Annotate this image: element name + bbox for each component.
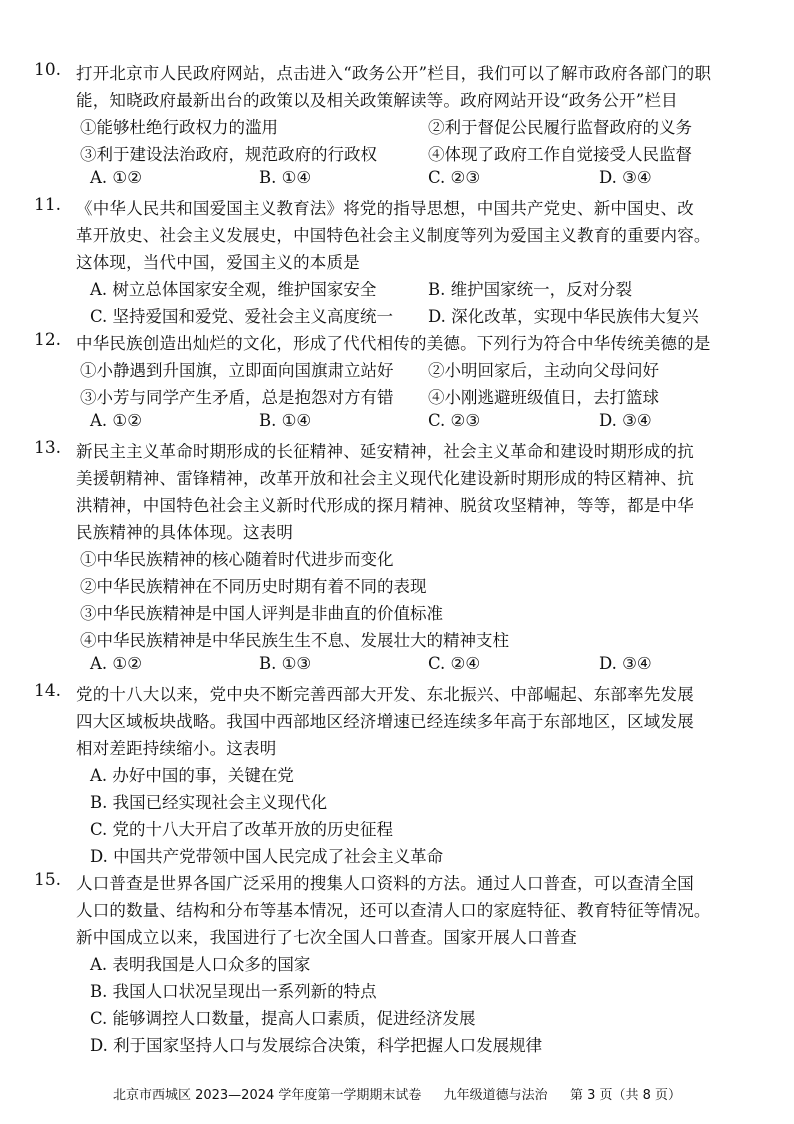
answer-option: B. 我国人口状况呈现出一系列新的特点 (90, 982, 377, 1001)
answer-option: C. ②④ (428, 654, 481, 673)
answer-option: D. 中国共产党带领中国人民完成了社会主义革命 (90, 847, 444, 866)
statement-item: ④小刚逃避班级值日，去打篮球 (428, 388, 659, 407)
answer-option: D. 利于国家坚持人口与发展综合决策，科学把握人口发展规律 (90, 1036, 543, 1055)
answer-option: D. 深化改革，实现中华民族伟大复兴 (428, 307, 699, 326)
question-number: 10. (34, 60, 62, 80)
answer-option: D. ③④ (599, 654, 652, 673)
statement-item: ③中华民族精神是中国人评判是非曲直的价值标准 (80, 604, 443, 623)
statement-item: ②中华民族精神在不同历史时期有着不同的表现 (80, 577, 427, 596)
stem-line: 民族精神的具体体现。这表明 (76, 523, 294, 542)
stem-line: 这体现，当代中国，爱国主义的本质是 (76, 253, 360, 272)
stem-line: 《中华人民共和国爱国主义教育法》将党的指导思想，中国共产党史、新中国史、改 (76, 199, 694, 218)
stem-line: 美援朝精神、雷锋精神，改革开放和社会主义现代化建设新时期形成的特区精神、抗 (76, 469, 694, 488)
question-number: 11. (34, 195, 62, 215)
answer-option: C. ②③ (428, 168, 481, 187)
statement-item: ①中华民族精神的核心随着时代进步而变化 (80, 550, 394, 569)
exam-title: 北京市西城区 2023—2024 学年度第一学期期末试卷 (112, 1088, 422, 1103)
answer-option: B. 我国已经实现社会主义现代化 (90, 793, 328, 812)
stem-line: 相对差距持续缩小。这表明 (76, 739, 277, 758)
stem-line: 新中国成立以来，我国进行了七次全国人口普查。国家开展人口普查 (76, 928, 577, 947)
answer-option: A. ①② (90, 654, 142, 673)
stem-line: 人口的数量、结构和分布等基本情况，还可以查清人口的家庭特征、教育特征等情况。 (76, 901, 711, 920)
stem-line: 打开北京市人民政府网站，点击进入“政务公开”栏目，我们可以了解市政府各部门的职 (76, 64, 712, 83)
answer-option: B. ①④ (259, 168, 312, 187)
question-number: 12. (34, 330, 62, 350)
answer-option: B. 维护国家统一，反对分裂 (428, 280, 633, 299)
stem-line: 洪精神，中国特色社会主义新时代形成的探月精神、脱贫攻坚精神，等等，都是中华 (76, 496, 694, 515)
answer-option: C. ②③ (428, 411, 481, 430)
stem-line: 新民主主义革命时期形成的长征精神、延安精神，社会主义革命和建设时期形成的抗 (76, 442, 694, 461)
stem-line: 人口普查是世界各国广泛采用的搜集人口资料的方法。通过人口普查，可以查清全国 (76, 874, 694, 893)
statement-item: ①小静遇到升国旗，立即面向国旗肃立站好 (80, 361, 394, 380)
statement-item: ③小芳与同学产生矛盾，总是抱怨对方有错 (80, 388, 394, 407)
question-number: 13. (34, 438, 62, 458)
statement-item: ①能够杜绝行政权力的滥用 (80, 118, 278, 137)
statement-item: ②小明回家后，主动向父母问好 (428, 361, 659, 380)
stem-line: 革开放史、社会主义发展史，中国特色社会主义制度等列为爱国主义教育的重要内容。 (76, 226, 711, 245)
statement-item: ③利于建设法治政府，规范政府的行政权 (80, 145, 377, 164)
subject-label: 九年级道德与法治 (443, 1088, 548, 1103)
answer-option: A. ①② (90, 168, 142, 187)
question-number: 15. (34, 870, 62, 890)
statement-item: ②利于督促公民履行监督政府的义务 (428, 118, 692, 137)
answer-option: C. 能够调控人口数量，提高人口素质，促进经济发展 (90, 1009, 476, 1028)
stem-line: 党的十八大以来，党中央不断完善西部大开发、东北振兴、中部崛起、东部率先发展 (76, 685, 694, 704)
answer-option: B. ①④ (259, 411, 312, 430)
answer-option: C. 党的十八大开启了改革开放的历史征程 (90, 820, 394, 839)
page-footer (0, 1084, 794, 1103)
answer-option: B. ①③ (259, 654, 312, 673)
answer-option: A. 办好中国的事，关键在党 (90, 766, 294, 785)
answer-option: A. 表明我国是人口众多的国家 (90, 955, 311, 974)
stem-line: 四大区域板块战略。我国中西部地区经济增速已经连续多年高于东部地区，区域发展 (76, 712, 694, 731)
stem-line: 能，知晓政府最新出台的政策以及相关政策解读等。政府网站开设“政务公开”栏目 (76, 91, 678, 110)
answer-option: A. 树立总体国家安全观，维护国家安全 (90, 280, 377, 299)
answer-option: D. ③④ (599, 168, 652, 187)
statement-item: ④中华民族精神是中华民族生生不息、发展壮大的精神支柱 (80, 631, 509, 650)
question-number: 14. (34, 681, 62, 701)
page-number: 第 3 页（共 8 页） (569, 1088, 682, 1103)
stem-line: 中华民族创造出灿烂的文化，形成了代代相传的美德。下列行为符合中华传统美德的是 (76, 334, 711, 353)
answer-option: A. ①② (90, 411, 142, 430)
statement-item: ④体现了政府工作自觉接受人民监督 (428, 145, 692, 164)
answer-option: D. ③④ (599, 411, 652, 430)
answer-option: C. 坚持爱国和爱党、爱社会主义高度统一 (90, 307, 394, 326)
